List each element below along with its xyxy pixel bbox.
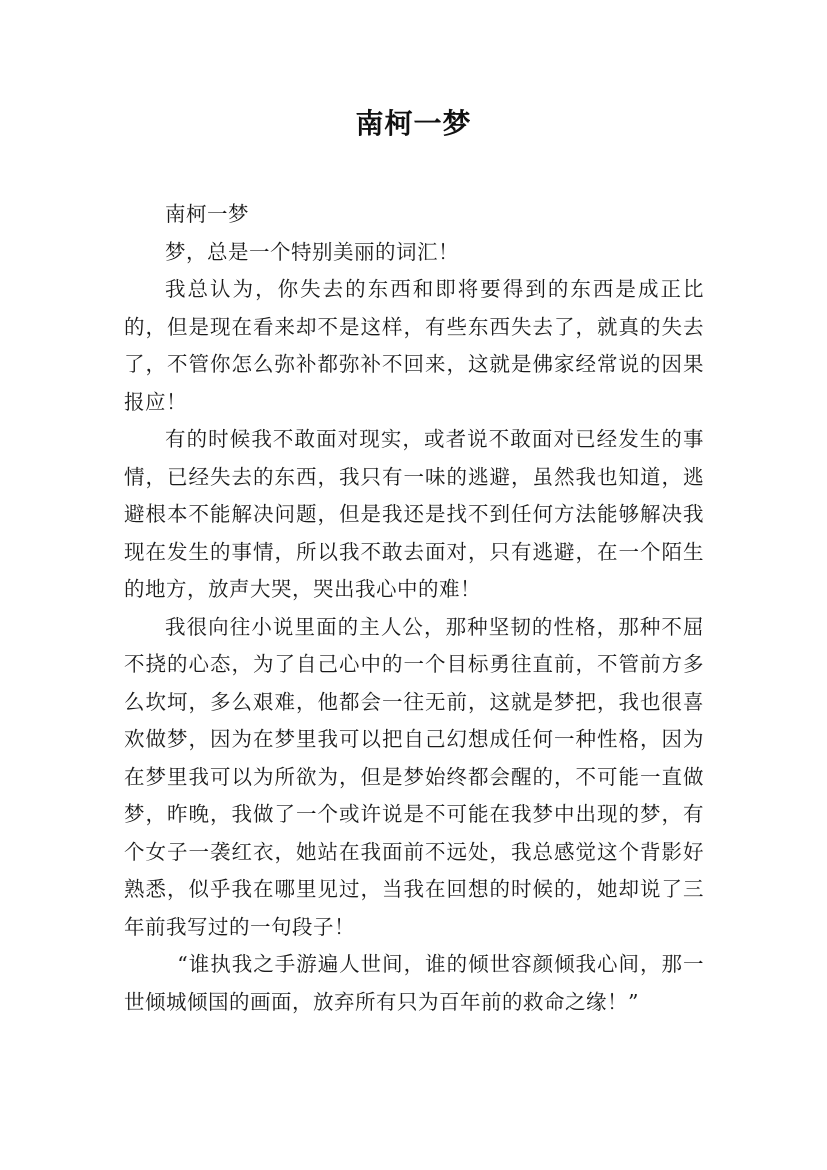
- paragraph-quote: “谁执我之手游遍人世间，谁的倾世容颜倾我心间，那一世倾城倾国的画面，放弃所有只为百年前的救命之缘！”: [124, 952, 704, 1014]
- paragraph-dream-intro: 梦，总是一个特别美丽的词汇！: [165, 239, 459, 264]
- paragraph-loss: 我总认为，你失去的东西和即将要得到的东西是成正比的，但是现在看来却不是这样，有些东西失去了，就真的失去了，不管你怎么弥补都弥补不回来，这就是佛家经常说的因果报应！: [124, 277, 704, 414]
- paragraph-dream-story: 我很向往小说里面的主人公，那种坚韧的性格，那种不屈不挠的心态，为了自己心中的一个目标勇往直前，不管前方多么坎坷，多么艰难，他都会一往无前，这就是梦把，我也很喜欢做梦，因为在梦里我可以把自己幻想成任何一种性格，因为在梦里我可以为所欲为，但是梦始终都会醒的，不可能一直做梦，昨晚，我做了一个或许说是不可能在我梦中出现的梦，有个女子一袭红衣，她站在我面前不远处，我总感觉这个背影好熟悉，似乎我在哪里见过，当我在回想的时候的，她却说了三年前我写过的一句段子！: [124, 614, 704, 939]
- document-title: 南柯一梦: [355, 107, 472, 140]
- document-body: [124, 196, 704, 1021]
- paragraph-escape: 有的时候我不敢面对现实，或者说不敢面对已经发生的事情，已经失去的东西，我只有一味的逃避，虽然我也知道，逃避根本不能解决问题，但是我还是找不到任何方法能够解决我现在发生的事情，所以我不敢去面对，只有逃避，在一个陌生的地方，放声大哭，哭出我心中的难！: [124, 427, 704, 601]
- paragraph-subtitle: 南柯一梦: [165, 202, 249, 226]
